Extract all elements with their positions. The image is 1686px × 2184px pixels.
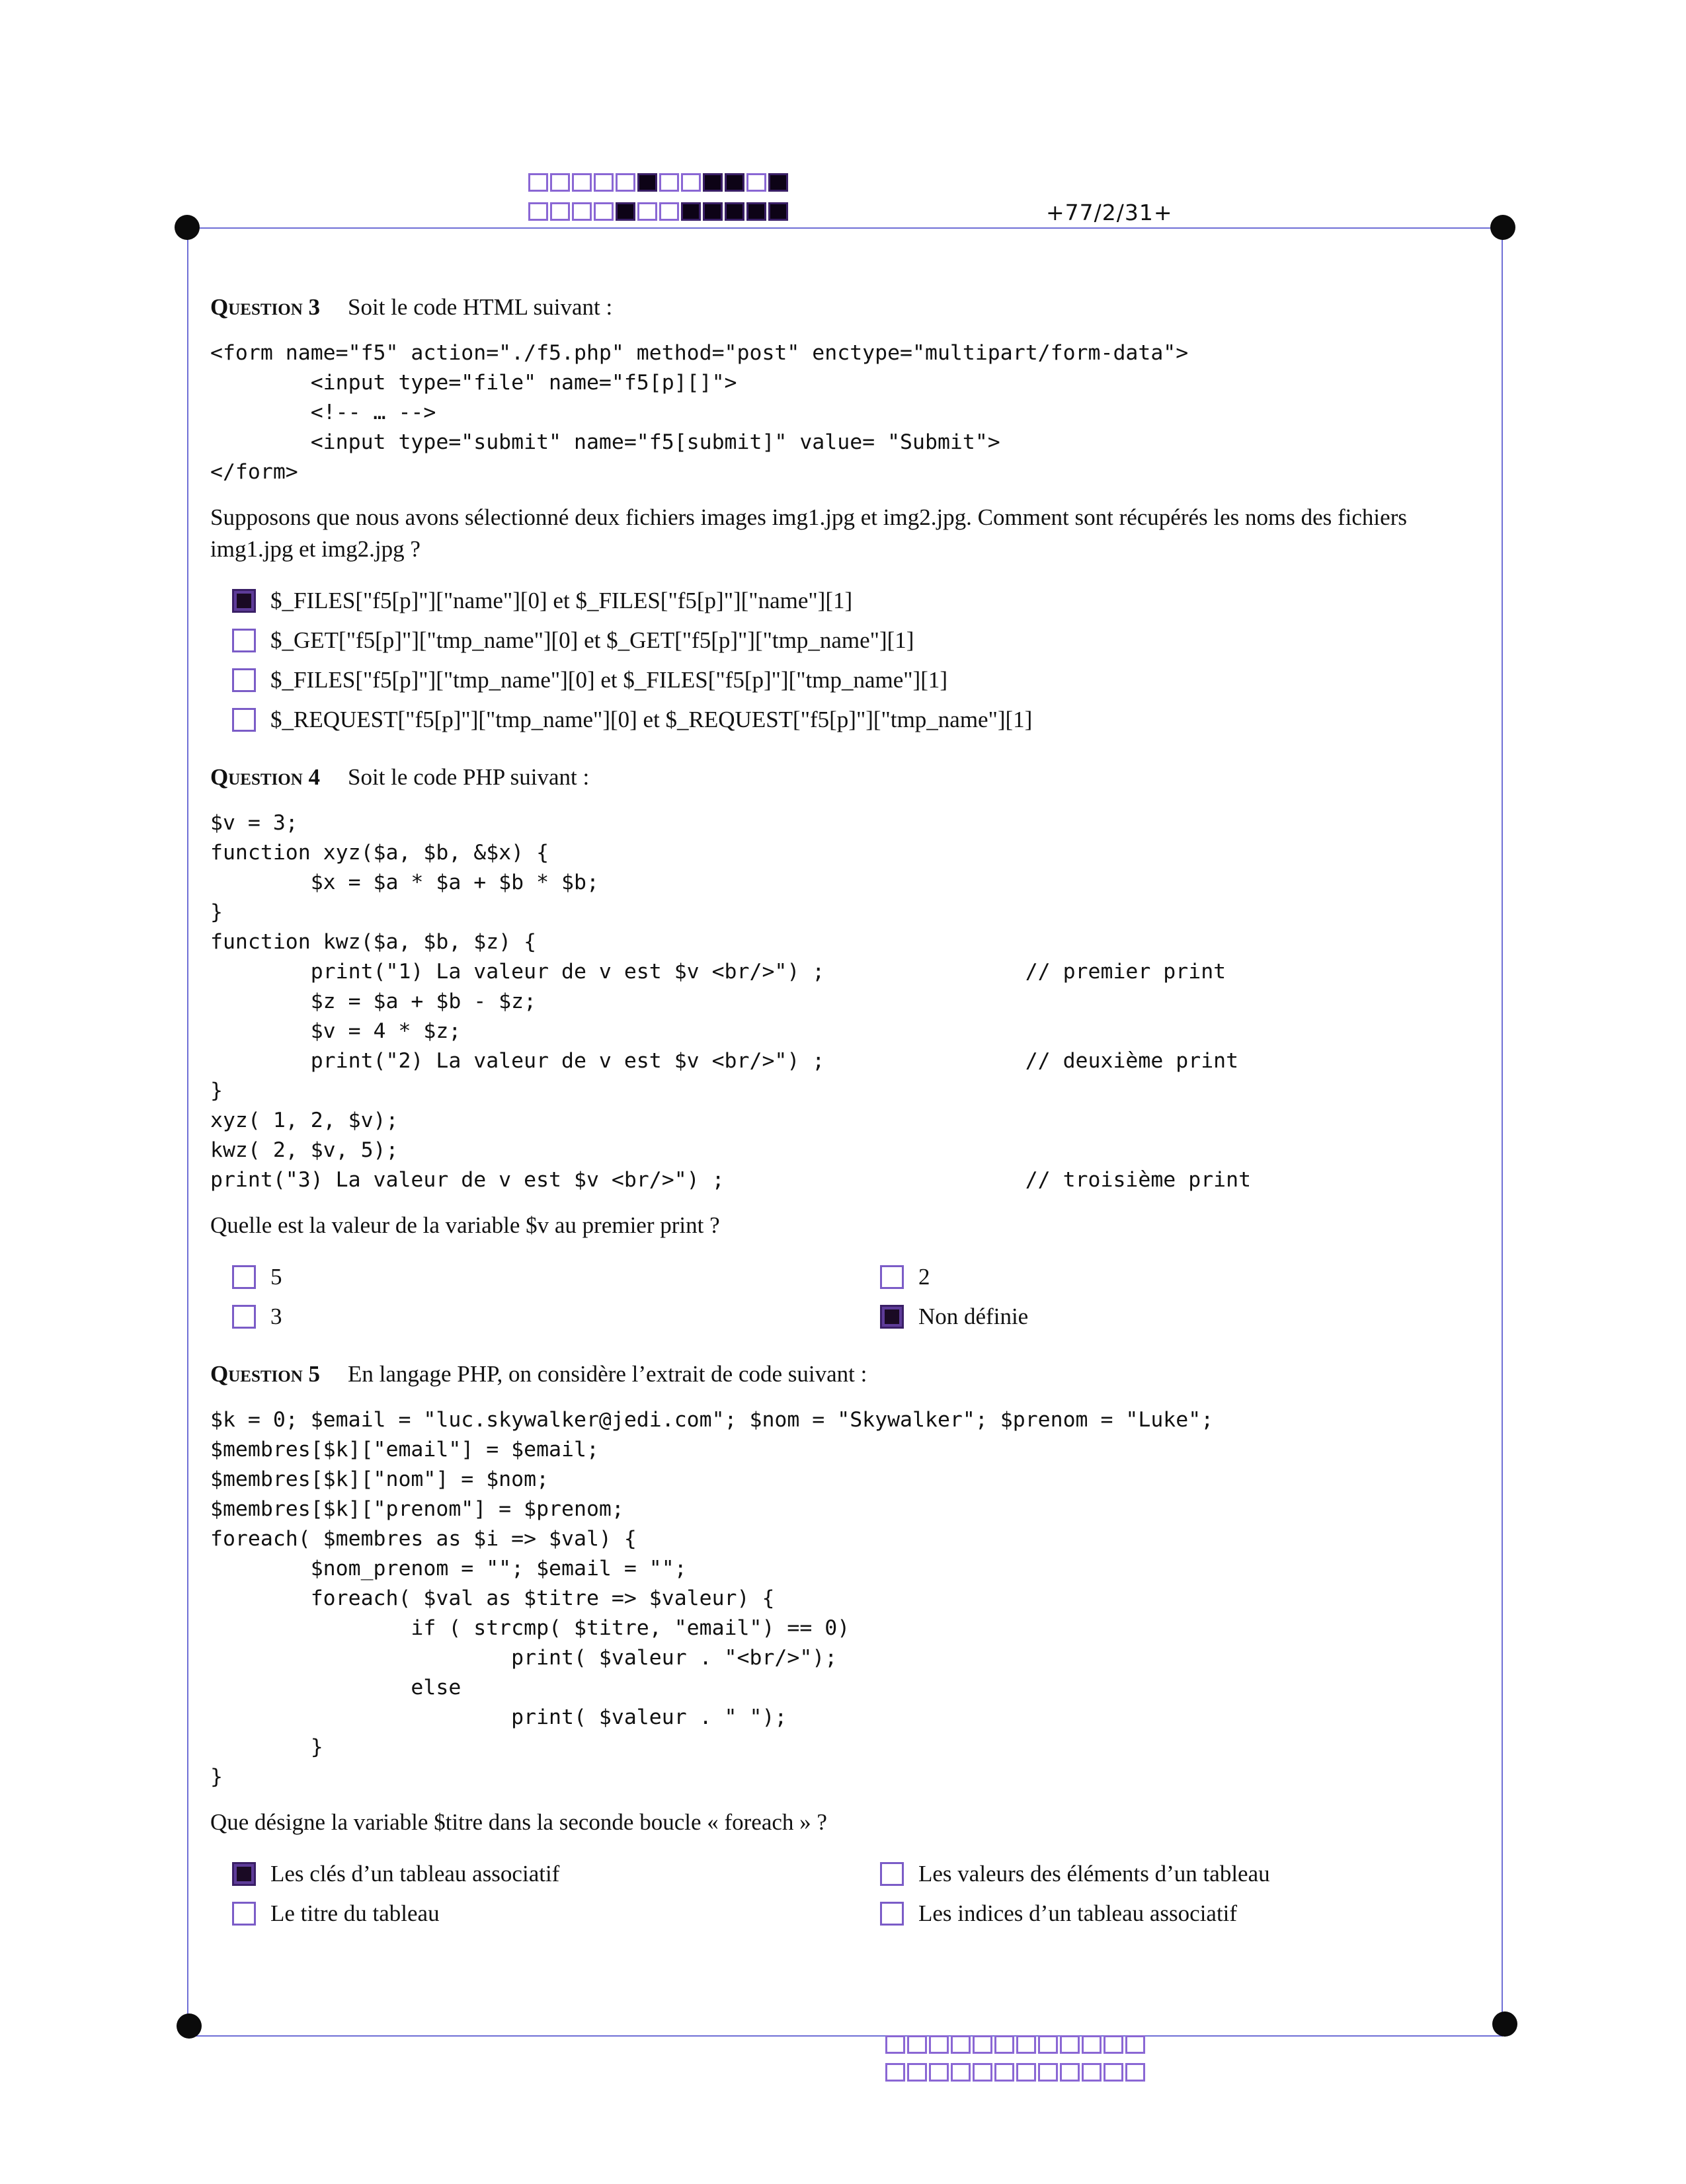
- top-code-cell: [637, 202, 657, 221]
- top-code-cell: [572, 202, 592, 221]
- top-code-cell: [746, 173, 766, 192]
- bottom-code-cell: [1082, 2063, 1102, 2082]
- answer-checkbox[interactable]: [880, 1305, 904, 1329]
- bottom-code-cell: [1125, 2063, 1145, 2082]
- answer-option[interactable]: [210, 1894, 858, 1933]
- question-intro: Soit le code HTML suivant :: [348, 294, 613, 320]
- bottom-code-cell: [951, 2063, 971, 2082]
- answer-checkbox[interactable]: [232, 1265, 256, 1289]
- answer-grid: [210, 1854, 1490, 1933]
- top-code-cell: [550, 202, 570, 221]
- top-code-cell: [725, 173, 744, 192]
- question-prompt: Quelle est la valeur de la variable $v au premier print ?: [210, 1212, 720, 1238]
- top-code-cell: [746, 202, 766, 221]
- answer-checkbox[interactable]: [880, 1265, 904, 1289]
- answer-grid: [210, 1257, 1490, 1337]
- top-code-cell: [768, 173, 788, 192]
- bottom-code-row-2: [885, 2063, 1145, 2082]
- answer-option[interactable]: [858, 1297, 1490, 1337]
- top-code-cell: [616, 202, 635, 221]
- answer-label: 2: [918, 1264, 930, 1290]
- top-code-cell: [659, 173, 679, 192]
- question-header: [210, 291, 1490, 324]
- bottom-code-cell: [1060, 2035, 1080, 2054]
- top-code-cell: [594, 173, 614, 192]
- question-prompt: Supposons que nous avons sélectionné deux fichiers images img1.jpg et img2.jpg. Comment sont récupérés les noms des fichiers img1.jpg et img2.jpg ?: [210, 504, 1407, 562]
- bottom-code-cell: [929, 2063, 949, 2082]
- top-code-cell: [572, 173, 592, 192]
- bottom-code-cell: [1060, 2063, 1080, 2082]
- question-title: Question 3: [210, 294, 321, 320]
- bottom-code-cell: [885, 2063, 905, 2082]
- top-code-cell: [703, 173, 723, 192]
- bottom-code-cell: [973, 2035, 992, 2054]
- bottom-code-cell: [994, 2035, 1014, 2054]
- question-title: Question 4: [210, 764, 321, 790]
- top-code-row-1: [528, 173, 788, 192]
- bottom-code-cell: [1038, 2063, 1058, 2082]
- answer-label: 5: [270, 1264, 282, 1290]
- answer-option[interactable]: [210, 700, 1490, 740]
- answer-checkbox[interactable]: [232, 629, 256, 652]
- question-title: Question 5: [210, 1361, 321, 1387]
- answer-label: Le titre du tableau: [270, 1900, 440, 1926]
- top-code-cell: [528, 202, 548, 221]
- answer-option[interactable]: [210, 660, 1490, 700]
- answer-option[interactable]: [858, 1257, 1490, 1297]
- answer-option[interactable]: [210, 1297, 858, 1337]
- bottom-code-cell: [907, 2035, 927, 2054]
- bottom-code-cell: [929, 2035, 949, 2054]
- bottom-code-row-1: [885, 2035, 1145, 2054]
- bottom-code-cell: [1125, 2035, 1145, 2054]
- top-code-cell: [768, 202, 788, 221]
- top-code-cell: [550, 173, 570, 192]
- answer-label: Non définie: [918, 1304, 1029, 1329]
- question-4: [210, 761, 1490, 1337]
- top-code-row-2: [528, 202, 788, 221]
- top-code-cell: [659, 202, 679, 221]
- answer-option[interactable]: [858, 1854, 1490, 1894]
- answer-checkbox[interactable]: [232, 1305, 256, 1329]
- bottom-code-cell: [885, 2035, 905, 2054]
- answer-label: Les clés d’un tableau associatif: [270, 1861, 560, 1887]
- top-code-cell: [703, 202, 723, 221]
- question-5: [210, 1358, 1490, 1933]
- html-code-block: <form name="f5" action="./f5.php" method="post" enctype="multipart/form-data"> <input type="file" name="f5[p][]"> <!-- … --> <input type="submit" name="f5[submit]" value= "Submit"> </form>: [210, 341, 1189, 484]
- answer-label: 3: [270, 1304, 282, 1329]
- bottom-code-cell: [1104, 2035, 1123, 2054]
- corner-mark-top-right: [1490, 215, 1515, 240]
- answer-checkbox[interactable]: [232, 589, 256, 613]
- bottom-code-cell: [1038, 2035, 1058, 2054]
- bottom-code-cell: [951, 2035, 971, 2054]
- answer-checkbox[interactable]: [232, 1862, 256, 1886]
- answer-option[interactable]: [210, 621, 1490, 660]
- question-header: [210, 761, 1490, 794]
- corner-mark-bottom-right: [1492, 2011, 1517, 2037]
- answer-label: $_FILES["f5[p]"]["tmp_name"][0] et $_FILES["f5[p]"]["tmp_name"][1]: [270, 667, 948, 693]
- answer-label: $_GET["f5[p]"]["tmp_name"][0] et $_GET["f5[p]"]["tmp_name"][1]: [270, 627, 914, 653]
- php-code-block: $v = 3; function xyz($a, $b, &$x) { $x = $a * $a + $b * $b; } function kwz($a, $b, $z) { print("1) La valeur de v est $v <br/>") ; // premier print $z = $a + $b - $z; $v = 4 * $z; print("2) La valeur de v est $v <br/>") ; // deuxième print } xyz( 1, 2, $v); kwz( 2, $v, 5); print("3) La valeur de v est $v <br/>") ; // troisième print: [210, 811, 1252, 1192]
- bottom-code-cell: [907, 2063, 927, 2082]
- corner-mark-top-left: [175, 215, 200, 240]
- answer-label: $_REQUEST["f5[p]"]["tmp_name"][0] et $_REQUEST["f5[p]"]["tmp_name"][1]: [270, 707, 1033, 732]
- bottom-code-cell: [994, 2063, 1014, 2082]
- question-intro: En langage PHP, on considère l’extrait de code suivant :: [348, 1361, 867, 1387]
- answer-option[interactable]: [210, 1257, 858, 1297]
- bottom-code-cell: [1016, 2035, 1036, 2054]
- page-identifier: +77/2/31+: [1046, 200, 1173, 225]
- top-code-cell: [616, 173, 635, 192]
- bottom-code-cell: [1082, 2035, 1102, 2054]
- bottom-code-cell: [1016, 2063, 1036, 2082]
- answer-label: Les valeurs des éléments d’un tableau: [918, 1861, 1270, 1887]
- top-code-cell: [594, 202, 614, 221]
- question-3: [210, 291, 1490, 740]
- top-code-cell: [725, 202, 744, 221]
- answer-list: [210, 581, 1490, 740]
- answer-checkbox[interactable]: [232, 1902, 256, 1926]
- answer-option[interactable]: [210, 581, 1490, 621]
- question-intro: Soit le code PHP suivant :: [348, 764, 590, 790]
- php-code-block: $k = 0; $email = "luc.skywalker@jedi.com"; $nom = "Skywalker"; $prenom = "Luke"; $membres[$k]["email"] = $email; $membres[$k]["nom"] = $nom; $membres[$k]["prenom"] = $prenom; foreach( $membres as $i => $val) { $nom_prenom = ""; $email = ""; foreach( $val as $titre => $valeur) { if ( strcmp( $titre, "email") == 0) print( $valeur . "<br/>"); else print( $valeur . " "); } }: [210, 1408, 1214, 1789]
- top-code-cell: [637, 173, 657, 192]
- answer-checkbox[interactable]: [232, 668, 256, 692]
- top-code-cell: [681, 202, 701, 221]
- answer-checkbox[interactable]: [880, 1862, 904, 1886]
- bottom-code-cell: [973, 2063, 992, 2082]
- bottom-code-cell: [1104, 2063, 1123, 2082]
- top-code-cell: [528, 173, 548, 192]
- question-prompt: Que désigne la variable $titre dans la seconde boucle « foreach » ?: [210, 1809, 827, 1835]
- top-code-cell: [681, 173, 701, 192]
- question-header: [210, 1358, 1490, 1391]
- answer-option[interactable]: [858, 1894, 1490, 1933]
- answer-option[interactable]: [210, 1854, 858, 1894]
- answer-checkbox[interactable]: [232, 708, 256, 732]
- exam-content: [210, 291, 1490, 1955]
- answer-label: Les indices d’un tableau associatif: [918, 1900, 1238, 1926]
- answer-checkbox[interactable]: [880, 1902, 904, 1926]
- answer-label: $_FILES["f5[p]"]["name"][0] et $_FILES["f5[p]"]["name"][1]: [270, 588, 853, 613]
- corner-mark-bottom-left: [177, 2013, 202, 2039]
